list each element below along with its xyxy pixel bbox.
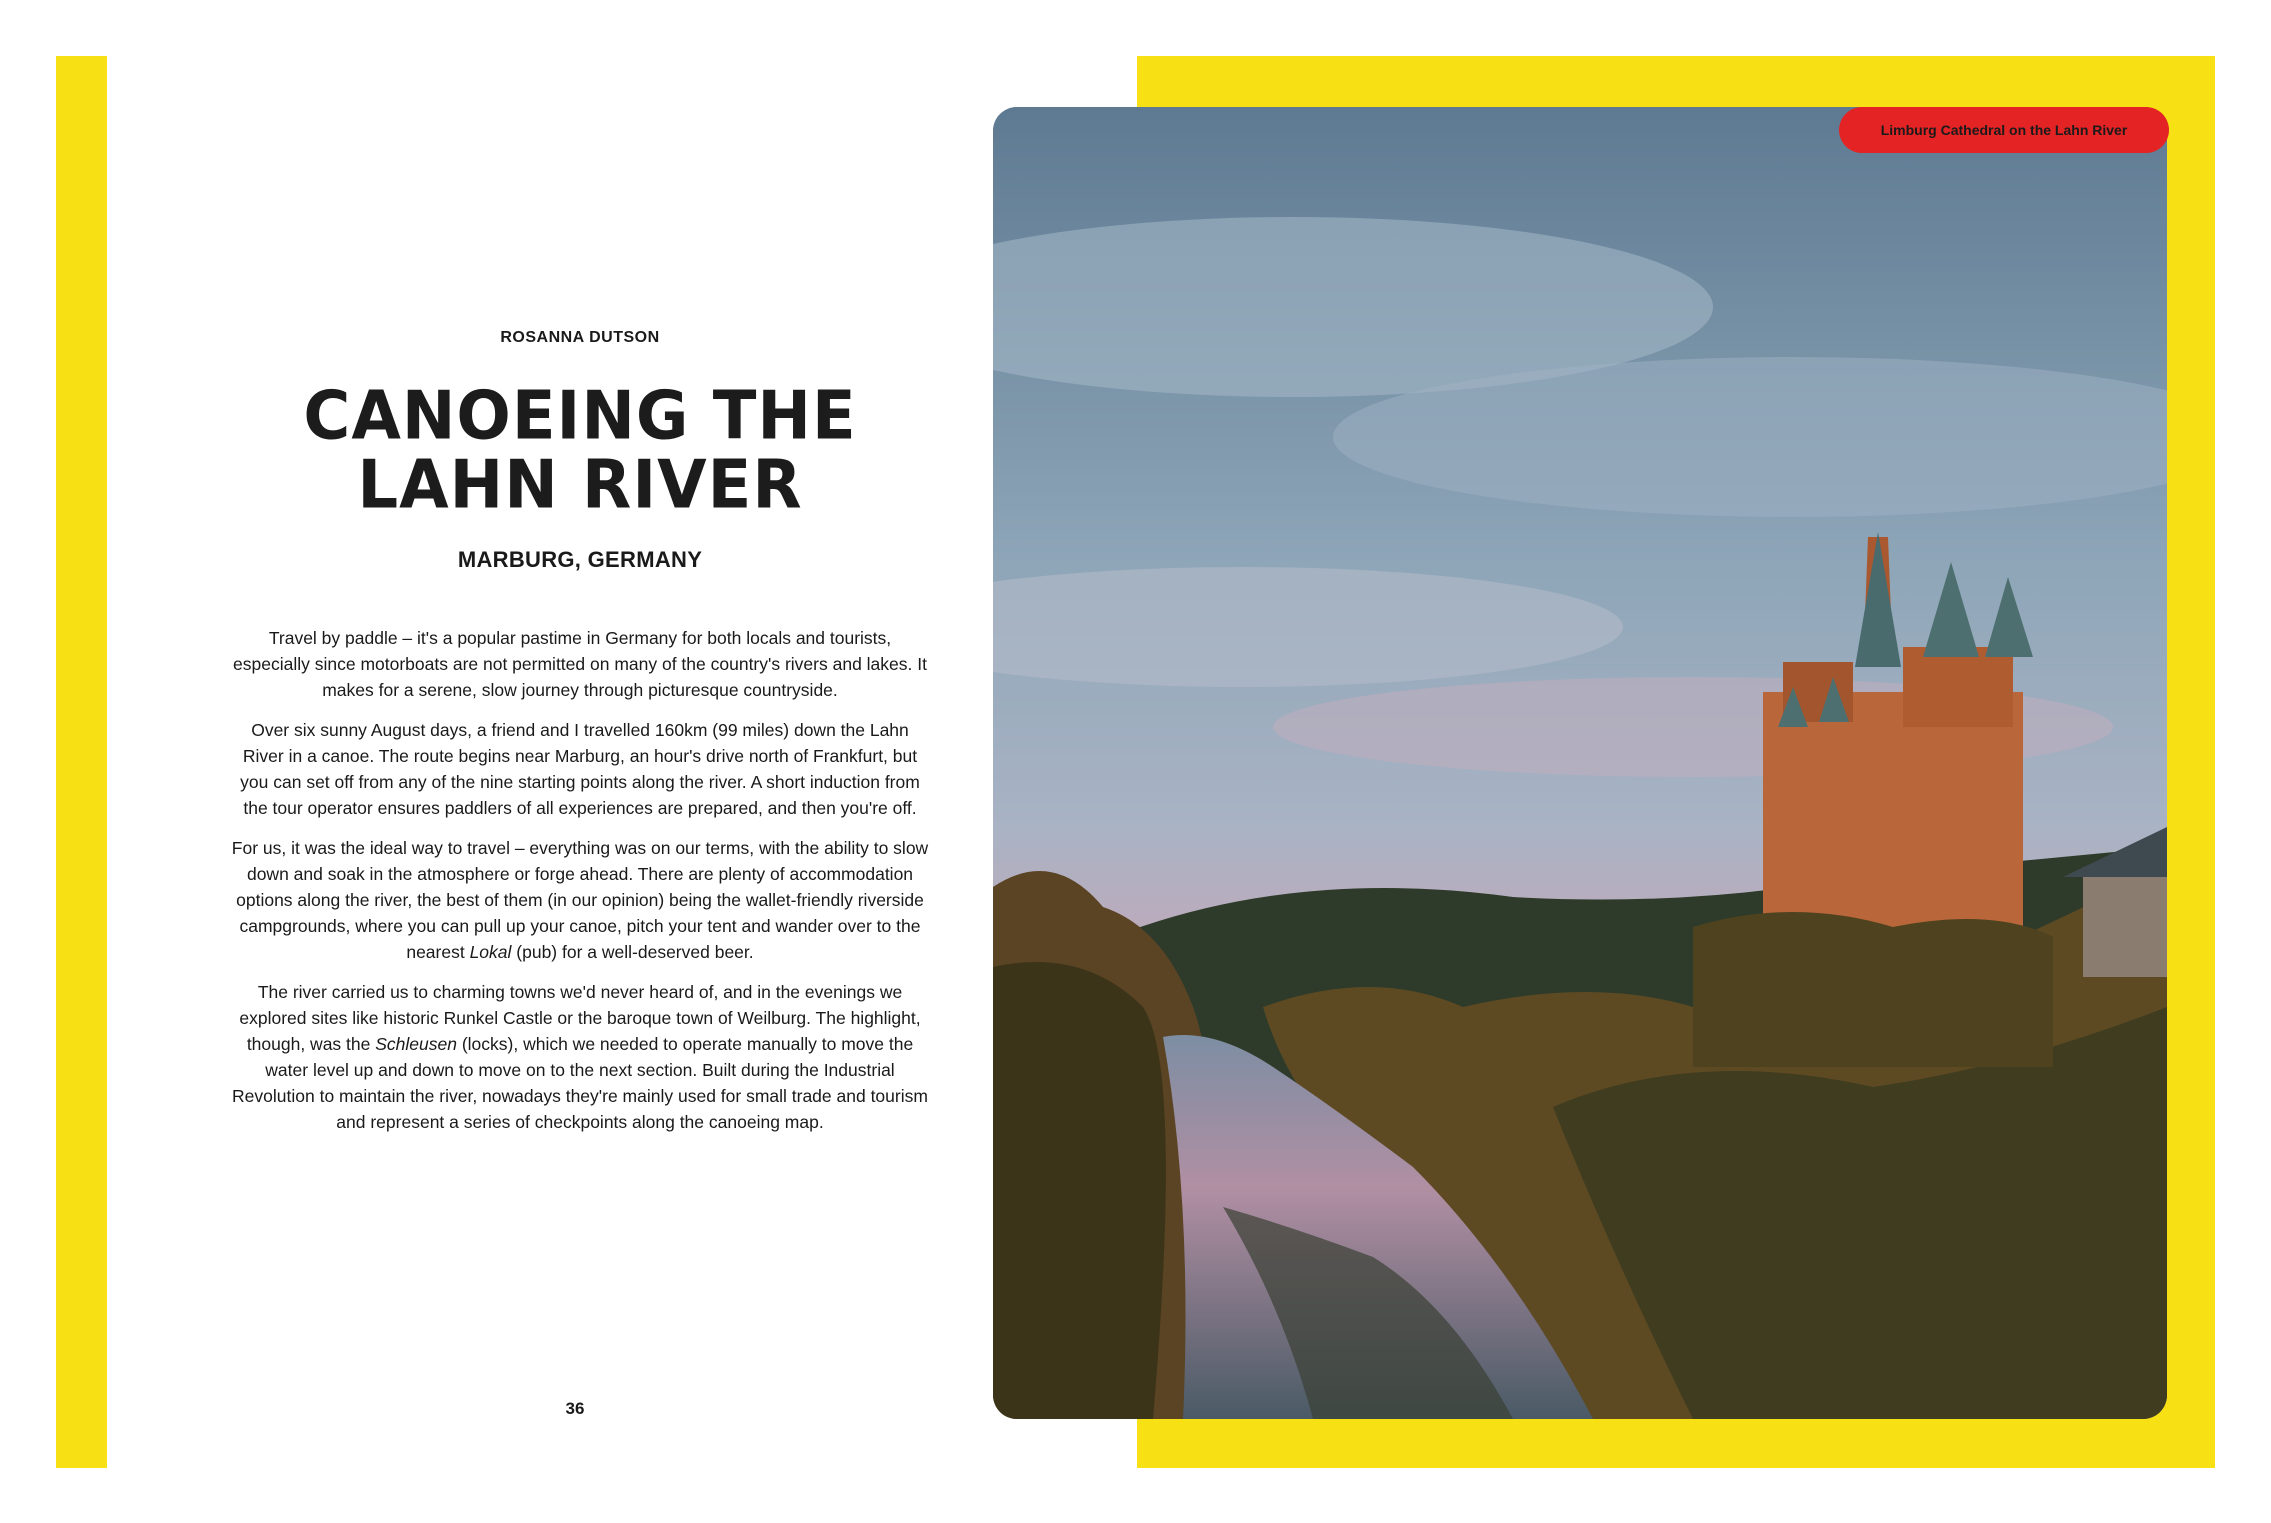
photo-illustration (993, 107, 2167, 1419)
title-line-1: CANOEING THE (303, 377, 857, 456)
author-byline: ROSANNA DUTSON (500, 329, 660, 346)
body-paragraph: Over six sunny August days, a friend and I travelled 160km (99 miles) down the Lahn River in a canoe. The route begins near Marburg, an hour's drive north of Frankfurt, but you can set off from any of the nine starting points along the river. A short induction from the tour operator ensures paddlers of all experiences are prepared, and then you're off. (240, 720, 920, 818)
cathedral-river-photo (993, 107, 2167, 1419)
body-paragraph (230, 979, 930, 1135)
body-paragraph: Travel by paddle – it's a popular pastime in Germany for both locals and tourists, especially since motorboats are not permitted on many of the country's rivers and lakes. It makes for a serene, slow journey through picturesque countryside. (233, 628, 927, 700)
paragraph-text: The river carried us to charming towns we'd never heard of, and in the evenings we explored sites like historic Runkel Castle or the baroque town of Weilburg. The highlight, though, was the (239, 982, 921, 1054)
paragraph-text: (pub) for a well-deserved beer. (511, 942, 754, 962)
yellow-accent-bar (56, 56, 107, 1468)
article-title (230, 377, 930, 525)
article-text-column (230, 320, 930, 1149)
article-location: MARBURG, GERMANY (457, 547, 703, 572)
body-paragraph (230, 835, 930, 965)
article-body (230, 625, 930, 1135)
photo-caption-badge: Limburg Cathedral on the Lahn River (1839, 107, 2169, 153)
paragraph-text: For us, it was the ideal way to travel – everything was on our terms, with the ability to slow down and soak in the atmosphere or forge ahead. There are plenty of accommodation options along the river, the best of them (in our opinion) being the wallet-friendly riverside campgrounds, where you can pull up your canoe, pitch your tent and wander over to the nearest (231, 838, 929, 962)
paragraph-text: (locks), which we needed to operate manually to move the water level up and down to move on to the next section. Built during the Industrial Revolution to maintain the river, nowadays they're mainly used for small trade and tourism and represent a series of checkpoints along the canoeing map. (232, 1034, 928, 1132)
italic-term: Schleusen (375, 1034, 457, 1054)
page-number: 36 (565, 1399, 585, 1418)
title-line-2: LAHN RIVER (357, 446, 803, 525)
italic-term: Lokal (469, 942, 512, 962)
